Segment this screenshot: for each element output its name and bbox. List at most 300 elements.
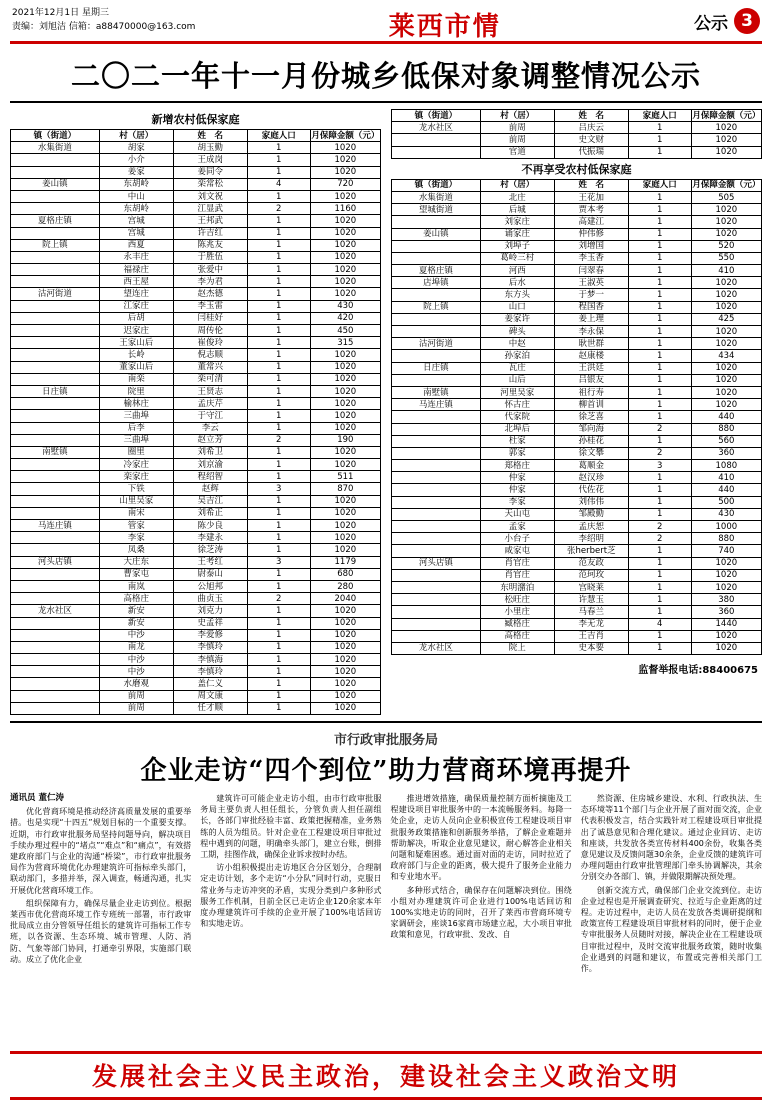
cell-4: 1020 <box>310 654 380 666</box>
cell-1: 碑头 <box>480 326 554 338</box>
cell-0: 水集街道 <box>392 191 481 203</box>
cell-4: 360 <box>691 606 761 618</box>
cell-2: 柳首训 <box>554 399 628 411</box>
cell-1: 刘家庄 <box>480 216 554 228</box>
cell-3: 1 <box>628 313 691 325</box>
cell-1: 诵家庄 <box>480 228 554 240</box>
cell-1: 凤桑 <box>99 544 173 556</box>
cell-0: 望城街道 <box>392 204 481 216</box>
cell-3: 3 <box>628 460 691 472</box>
cell-0: 沽河街道 <box>11 288 100 300</box>
column-header-2: 姓 名 <box>173 130 247 142</box>
cell-3: 1 <box>247 690 310 702</box>
cell-0 <box>11 617 100 629</box>
cell-2: 栾常松 <box>173 178 247 190</box>
cell-0 <box>11 276 100 288</box>
cell-0 <box>11 227 100 239</box>
cell-4: 505 <box>691 191 761 203</box>
cell-1: 郭家 <box>480 447 554 459</box>
new-rural-subsistence-table-cont <box>391 109 762 159</box>
table-row <box>11 361 381 373</box>
cell-1: 宫城 <box>99 227 173 239</box>
table-row <box>11 556 381 568</box>
cell-4: 1160 <box>310 203 380 215</box>
cell-2: 吕庆云 <box>554 122 628 134</box>
page-title: 二〇二一年十一月份城乡低保对象调整情况公示 <box>10 44 762 103</box>
cell-3: 3 <box>247 483 310 495</box>
cell-4: 1020 <box>691 326 761 338</box>
cell-1: 仲家 <box>480 472 554 484</box>
cell-0: 夏格庄镇 <box>392 265 481 277</box>
cell-2: 李建永 <box>173 532 247 544</box>
table-row <box>392 472 762 484</box>
cell-3: 1 <box>628 350 691 362</box>
cell-0 <box>392 423 481 435</box>
masthead-info <box>12 4 195 34</box>
cell-0 <box>11 580 100 592</box>
cell-0 <box>11 349 100 361</box>
cell-4: 315 <box>310 337 380 349</box>
cell-3: 1 <box>247 617 310 629</box>
cell-1: 望连庄 <box>99 288 173 300</box>
article-paragraph: 访小组积极提出走访地区合分区划分，合理制定走访计划，多个走访“小分队”同时行动，克服日常业务与走访冲突的矛盾，实现分类到户多种形式服务工作机制，目前全区已走访企业120余家本年度办理建筑许可手续的企业开展了100%电话回访和实地走访。 <box>200 863 382 929</box>
cell-3: 1 <box>628 435 691 447</box>
cell-4: 440 <box>691 411 761 423</box>
cell-1: 院里 <box>99 385 173 397</box>
cell-2: 王洪廷 <box>554 362 628 374</box>
cell-3: 1 <box>628 289 691 301</box>
table-row <box>392 521 762 533</box>
cell-2: 刘文祝 <box>173 190 247 202</box>
cell-4: 1020 <box>691 289 761 301</box>
cell-2: 李永保 <box>554 326 628 338</box>
column-header-1: 村（居） <box>480 179 554 191</box>
cell-1: 东胡岭 <box>99 203 173 215</box>
cell-3: 1 <box>628 374 691 386</box>
cell-4: 1179 <box>310 556 380 568</box>
cell-0 <box>11 264 100 276</box>
cell-3: 2 <box>247 593 310 605</box>
cell-4: 425 <box>691 313 761 325</box>
table-row <box>11 264 381 276</box>
cell-0 <box>11 702 100 714</box>
table-row <box>11 251 381 263</box>
table-row <box>392 350 762 362</box>
column-header-1: 村（居） <box>99 130 173 142</box>
cell-2: 陈兆友 <box>173 239 247 251</box>
table-row <box>392 533 762 545</box>
cell-0: 河头店镇 <box>11 556 100 568</box>
cell-1: 东方头 <box>480 289 554 301</box>
table-row <box>392 386 762 398</box>
cell-0 <box>11 593 100 605</box>
cell-2: 王吉肖 <box>554 630 628 642</box>
article-paragraph: 建筑许可可能企业走访小组，由市行政审批服务局主要负责人担任组长，分管负责人担任副组长，各部门审批经验丰富、政策把握精准，业务熟练的人员为组员。针对企业在工程建设项目审批过程中遇到的问题，明确牵头部门，建立台账，倒排工期，挂图作战，确保企业诉求按时办结。 <box>200 794 382 860</box>
cell-2: 李爱修 <box>173 629 247 641</box>
cell-3: 1 <box>628 204 691 216</box>
cell-0 <box>392 460 481 472</box>
cell-1: 福禄庄 <box>99 264 173 276</box>
cell-3: 1 <box>247 532 310 544</box>
cell-2: 孙桂花 <box>554 435 628 447</box>
cell-0: 夏格庄镇 <box>11 215 100 227</box>
cell-3: 1 <box>247 410 310 422</box>
cell-4: 1020 <box>691 216 761 228</box>
cell-3: 1 <box>247 459 310 471</box>
cell-0 <box>392 146 481 158</box>
cell-4: 1020 <box>310 666 380 678</box>
table-row <box>392 313 762 325</box>
cell-1: 南宋 <box>99 507 173 519</box>
cell-2: 于胜伍 <box>173 251 247 263</box>
cell-3: 1 <box>247 654 310 666</box>
table-row <box>11 300 381 312</box>
cell-0 <box>11 678 100 690</box>
cell-1: 山里吴家 <box>99 495 173 507</box>
cell-2: 耿世群 <box>554 338 628 350</box>
cell-1: 东明潴泊 <box>480 581 554 593</box>
cell-2: 陈少良 <box>173 520 247 532</box>
table-row <box>11 227 381 239</box>
table-row <box>392 228 762 240</box>
cell-4: 870 <box>310 483 380 495</box>
cell-2: 邹殿勤 <box>554 508 628 520</box>
table-row <box>392 146 762 158</box>
cell-1: 水磨观 <box>99 678 173 690</box>
cell-4: 1080 <box>691 460 761 472</box>
cell-2: 崔俊玲 <box>173 337 247 349</box>
cell-0 <box>392 326 481 338</box>
cell-3: 1 <box>628 301 691 313</box>
cell-2: 栾可清 <box>173 373 247 385</box>
cell-3: 1 <box>247 471 310 483</box>
cell-2: 张herbert芝 <box>554 545 628 557</box>
cell-4: 430 <box>310 300 380 312</box>
cell-1: 胡家 <box>99 142 173 154</box>
cell-3: 1 <box>247 361 310 373</box>
cell-3: 1 <box>628 122 691 134</box>
cell-4: 1020 <box>310 410 380 422</box>
cell-3: 1 <box>628 362 691 374</box>
cell-4: 1020 <box>310 641 380 653</box>
table-row <box>392 557 762 569</box>
table-row <box>392 362 762 374</box>
cell-4: 1020 <box>691 374 761 386</box>
cell-2: 程国香 <box>554 301 628 313</box>
cell-0 <box>11 300 100 312</box>
cell-0 <box>392 411 481 423</box>
cell-2: 马春兰 <box>554 606 628 618</box>
cell-1: 南栾 <box>99 373 173 385</box>
cell-4: 410 <box>691 472 761 484</box>
article-paragraph: 然资源、住房城乡建设、水利、行政执法、生态环境等11个部门与企业开展了面对面交流，企业代表积极发言，结合实践针对工程建设项目审批提出了诚恳意见和合理化建议。通过企业回访、走访和座谈，共发放各类宣传材料400余份，收集各类意见建议及反馈问题30余条，企业反馈的建筑许可办理问题由行政审批管理部门牵头协调解决，其余分别交办各部门、镇，并做限期解决预处理。 <box>580 794 762 882</box>
cell-0: 南墅镇 <box>392 386 481 398</box>
table-row <box>11 190 381 202</box>
table-row <box>11 276 381 288</box>
cell-2: 倪志顺 <box>173 349 247 361</box>
cell-1: 东胡岭 <box>99 178 173 190</box>
cell-1: 杜家 <box>480 435 554 447</box>
cell-4: 1020 <box>310 276 380 288</box>
table-row <box>11 398 381 410</box>
cell-3: 2 <box>628 533 691 545</box>
table-row <box>11 337 381 349</box>
cell-0 <box>11 422 100 434</box>
cell-1: 高格庄 <box>480 630 554 642</box>
cell-4: 1020 <box>310 605 380 617</box>
table-row <box>392 606 762 618</box>
cell-1: 李家 <box>480 496 554 508</box>
table-row <box>11 641 381 653</box>
cell-3: 1 <box>628 508 691 520</box>
publication-date: 2021年12月1日 星期三 <box>12 8 109 18</box>
report-hotline: 监督举报电话:88400675 <box>638 665 758 677</box>
table-row <box>392 423 762 435</box>
cell-4: 1020 <box>310 398 380 410</box>
table-row <box>392 630 762 642</box>
cell-0 <box>11 434 100 446</box>
cell-3: 1 <box>628 484 691 496</box>
cell-3: 1 <box>247 495 310 507</box>
cell-1: 怀古庄 <box>480 399 554 411</box>
cell-3: 1 <box>247 385 310 397</box>
cell-4: 1020 <box>310 288 380 300</box>
cell-0 <box>392 521 481 533</box>
cell-1: 中沙 <box>99 629 173 641</box>
table-row <box>392 496 762 508</box>
table-row <box>11 471 381 483</box>
cell-1: 山口 <box>480 301 554 313</box>
cell-1: 李家 <box>99 532 173 544</box>
cell-2: 刘京渝 <box>173 459 247 471</box>
table-row <box>392 374 762 386</box>
cell-3: 1 <box>628 399 691 411</box>
cell-4: 1020 <box>691 228 761 240</box>
table-row <box>392 594 762 606</box>
cell-3: 1 <box>247 239 310 251</box>
cell-1: 仲家 <box>480 484 554 496</box>
table-row <box>11 434 381 446</box>
cell-4: 1020 <box>310 446 380 458</box>
table-row <box>11 654 381 666</box>
cell-4: 1020 <box>691 277 761 289</box>
editor-contact: 责编：刘旭洁 信箱：a88470000@163.com <box>12 22 196 32</box>
cell-3: 1 <box>247 580 310 592</box>
table-row <box>11 459 381 471</box>
article-paragraph: 创新交流方式，确保部门企业交流到位。走访企业过程也是开展调查研究、拉近与企业距离的过程。走访过程中，走访人员在发放各类调研提纲和政策宣传工程建设项目审批材料的同时，便于企业专审批服务人员随时对接，解决企业在工程建设项目审批过程中，及时交流审批服务政策，随时收集企业遇到的问题和建议，布置或完善相关部门工作。 <box>580 885 762 974</box>
cell-0 <box>11 690 100 702</box>
cell-3: 1 <box>628 569 691 581</box>
cell-3: 1 <box>628 496 691 508</box>
cell-0 <box>392 594 481 606</box>
cell-4: 1020 <box>310 373 380 385</box>
article-byline: 通讯员 董仁涛 <box>10 793 64 803</box>
cell-0: 龙水社区 <box>11 605 100 617</box>
cell-0: 日庄镇 <box>392 362 481 374</box>
cell-2: 李慎海 <box>173 654 247 666</box>
table-row <box>11 690 381 702</box>
table-row <box>11 410 381 422</box>
cell-0 <box>11 495 100 507</box>
cell-2: 曲贞玉 <box>173 593 247 605</box>
cell-2: 代佐花 <box>554 484 628 496</box>
cell-1: 新安 <box>99 617 173 629</box>
cell-3: 1 <box>247 446 310 458</box>
table-row <box>11 142 381 154</box>
table-row <box>11 544 381 556</box>
cell-2: 李玉香 <box>554 252 628 264</box>
cell-0 <box>392 252 481 264</box>
table-row <box>392 289 762 301</box>
cell-2: 公旭邦 <box>173 580 247 592</box>
cell-2: 贾本考 <box>554 204 628 216</box>
table-row <box>11 520 381 532</box>
cell-4: 1020 <box>310 532 380 544</box>
table-row <box>392 411 762 423</box>
cell-3: 1 <box>247 312 310 324</box>
cell-2: 孟庆恕 <box>554 521 628 533</box>
cell-1: 咸家屯 <box>480 545 554 557</box>
column-header-4: 月保障金额（元） <box>692 180 761 191</box>
cell-0 <box>392 435 481 447</box>
cell-2: 李玉雷 <box>173 300 247 312</box>
cell-3: 1 <box>247 154 310 166</box>
cell-2: 闫桂好 <box>173 312 247 324</box>
footer-slogan: 发展社会主义民主政治，建设社会主义政治文明 <box>10 1051 762 1100</box>
cell-4: 450 <box>310 325 380 337</box>
cell-4: 880 <box>691 533 761 545</box>
cell-4: 1020 <box>310 678 380 690</box>
cell-4: 1020 <box>691 569 761 581</box>
cell-3: 1 <box>628 240 691 252</box>
cell-3: 1 <box>247 166 310 178</box>
table-row <box>11 422 381 434</box>
column-header-4: 月保障金额（元） <box>311 130 380 141</box>
cell-1: 江家庄 <box>99 300 173 312</box>
cell-0 <box>392 289 481 301</box>
section-marker <box>694 4 760 34</box>
cell-3: 4 <box>628 618 691 630</box>
cell-1: 姜家许 <box>480 313 554 325</box>
cell-0 <box>11 337 100 349</box>
cell-3: 1 <box>628 277 691 289</box>
cell-3: 1 <box>247 544 310 556</box>
cell-2: 盖仁义 <box>173 678 247 690</box>
cell-1: 三曲埠 <box>99 410 173 422</box>
cell-4: 1020 <box>310 154 380 166</box>
cell-1: 董家山后 <box>99 361 173 373</box>
cell-4: 1020 <box>310 264 380 276</box>
cell-3: 1 <box>247 215 310 227</box>
cell-0 <box>11 410 100 422</box>
cell-0 <box>392 374 481 386</box>
cell-0 <box>11 251 100 263</box>
cell-4: 360 <box>691 447 761 459</box>
cell-4: 440 <box>691 484 761 496</box>
cell-2: 王考红 <box>173 556 247 568</box>
column-header-3: 家庭人口 <box>628 179 691 191</box>
column-header-0: 镇（街道） <box>11 130 100 142</box>
cell-0: 店埠镇 <box>392 277 481 289</box>
cell-2: 刘增国 <box>554 240 628 252</box>
table-row <box>11 605 381 617</box>
cell-0 <box>392 240 481 252</box>
article-paragraph: 组织保障有力，确保尽量企业走访到位。根据莱西市优化营商环境工作专班统一部署，市行政审批局成立由分管领导任组长的建筑许可指标工作专班，以各资源、生态环境、城市管理、人防、消防、气象等部门协同，打通牵引界限，实施部门联动。成立了优化企业 <box>10 898 192 964</box>
cell-1: 中沙 <box>99 654 173 666</box>
cell-4: 1020 <box>310 385 380 397</box>
table-row <box>11 495 381 507</box>
cell-0: 姜山镇 <box>392 228 481 240</box>
table-row <box>392 252 762 264</box>
cell-3: 2 <box>247 203 310 215</box>
cell-0 <box>11 641 100 653</box>
cell-0 <box>392 313 481 325</box>
cell-1: 南龙 <box>99 641 173 653</box>
cell-1: 河里吴家 <box>480 386 554 398</box>
table-row <box>11 154 381 166</box>
table-row <box>392 204 762 216</box>
table-row <box>11 580 381 592</box>
cell-1: 前周 <box>480 134 554 146</box>
cell-1: 王家山后 <box>99 337 173 349</box>
cell-3: 2 <box>247 434 310 446</box>
cell-4: 190 <box>310 434 380 446</box>
table-row <box>392 326 762 338</box>
cell-1: 前周 <box>99 690 173 702</box>
cell-4: 1020 <box>691 204 761 216</box>
cell-3: 1 <box>628 581 691 593</box>
table-row <box>392 435 762 447</box>
cell-1: 郑格庄 <box>480 460 554 472</box>
cell-0 <box>11 325 100 337</box>
cell-2: 赵立芳 <box>173 434 247 446</box>
cell-2: 许慧玉 <box>554 594 628 606</box>
table-row <box>392 265 762 277</box>
cell-1: 天山屯 <box>480 508 554 520</box>
cell-1: 臧格庄 <box>480 618 554 630</box>
cell-3: 1 <box>247 666 310 678</box>
cell-3: 2 <box>628 521 691 533</box>
table-row <box>11 532 381 544</box>
cell-1: 榆林庄 <box>99 398 173 410</box>
cell-3: 1 <box>247 520 310 532</box>
cell-2: 赵辉 <box>173 483 247 495</box>
article-column-2 <box>200 793 381 976</box>
column-header-3: 家庭人口 <box>247 130 310 142</box>
cell-3: 1 <box>247 398 310 410</box>
article-body <box>10 793 762 976</box>
cell-0: 马连庄镇 <box>11 520 100 532</box>
cell-1: 中山 <box>99 190 173 202</box>
cell-4: 434 <box>691 350 761 362</box>
cell-1: 葛岭三村 <box>480 252 554 264</box>
cell-3: 1 <box>247 629 310 641</box>
cell-3: 1 <box>628 606 691 618</box>
cell-0: 马连庄镇 <box>392 399 481 411</box>
table-row <box>11 215 381 227</box>
cell-1: 中赵 <box>480 338 554 350</box>
cell-1: 小台子 <box>480 533 554 545</box>
cell-2: 祖行寿 <box>554 386 628 398</box>
cell-1: 孟家 <box>480 521 554 533</box>
cell-4: 1020 <box>310 690 380 702</box>
table-row <box>392 240 762 252</box>
cell-1: 河西 <box>480 265 554 277</box>
cell-1: 瓦庄 <box>480 362 554 374</box>
article-title: 企业走访“四个到位”助力营商环境再提升 <box>140 756 632 786</box>
cell-2: 江显武 <box>173 203 247 215</box>
cell-1: 新安 <box>99 605 173 617</box>
